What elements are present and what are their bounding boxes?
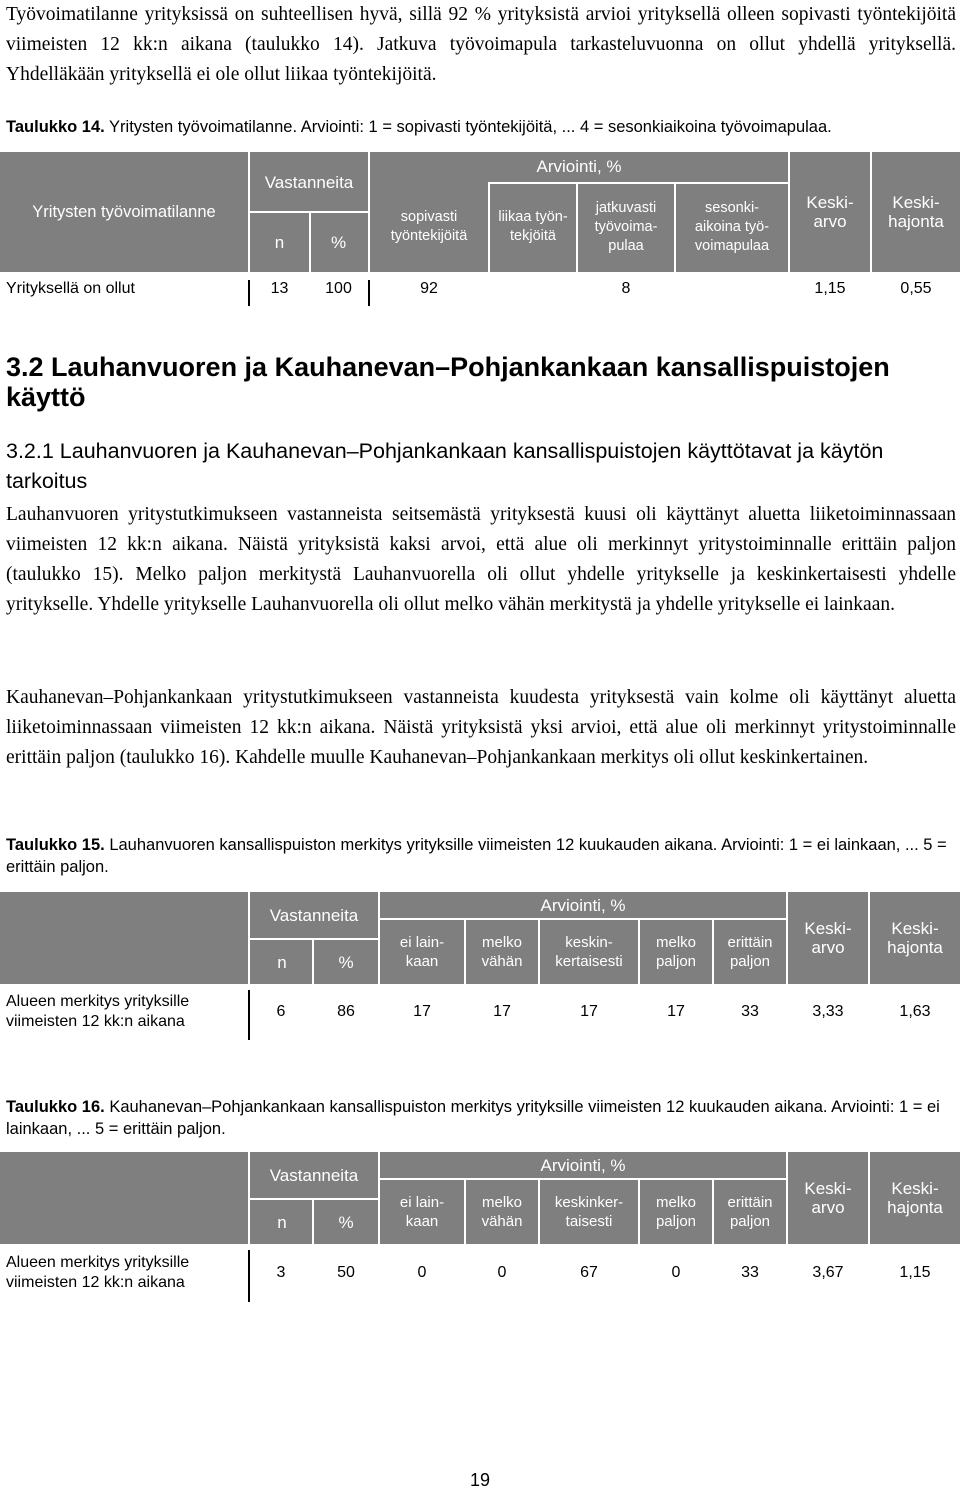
table14-row-jatkuvasti: 8 — [621, 280, 631, 297]
table14-caption — [6, 116, 956, 138]
table14-col-sopivasti: sopivasti työntekijöitä — [390, 209, 468, 244]
table16-header — [0, 1152, 960, 1244]
table14-caption-label: Taulukko 14. — [6, 118, 105, 136]
table14-n-header: n — [274, 232, 285, 252]
table15-n-header: n — [277, 952, 287, 972]
table15-row-ei-lainkaan: 17 — [413, 1003, 431, 1020]
table16-row-ei-lainkaan: 0 — [417, 1264, 427, 1281]
table15-row-melko-paljon: 17 — [667, 1003, 685, 1020]
table15-row-label: Alueen merkitys yrityksille viimeisten 12 kk:n aikana — [6, 993, 190, 1030]
table14-row-mean: 1,15 — [814, 280, 846, 297]
table-row — [0, 272, 960, 306]
table15-caption-text: Lauhanvuoren kansallispuiston merkitys yrityksille viimeisten 12 kuukauden aikana. Arviointi: 1 = ei lainkaan, ... 5 = erittäin paljon. — [6, 836, 947, 876]
paragraph-lauhanvuori: Lauhanvuoren yritystutkimukseen vastanneista seitsemästä yrityksestä kuusi oli käyttänyt aluetta liiketoiminnassaan viimeisten 12 kk:n aikana. Näistä yrityksistä kaksi arvoi, että alue oli merkinnyt yritystoiminnalle erittäin paljon (taulukko 15). Melko paljon merkitystä Lauhanvuorella oli ollut yhdelle yritykselle ja keskinkertaisesti yhdelle yritykselle. Yhdelle yritykselle Lauhanvuorella oli ollut melko vähän merkitystä ja yhdelle yritykselle ei lainkaan. — [6, 504, 956, 615]
table15-col-erittain-paljon: erittäin paljon — [727, 934, 773, 970]
table15-pct-header: % — [338, 952, 354, 972]
table15-row-keskinkertaisesti: 17 — [580, 1003, 598, 1020]
table16-caption — [6, 1096, 956, 1140]
table16-row-melko-paljon: 0 — [671, 1264, 681, 1281]
table15-row-mean: 3,33 — [812, 1003, 844, 1020]
table16-col-ei-lainkaan: ei lain-kaan — [399, 1194, 445, 1230]
table15-row-melko-vahan: 17 — [493, 1003, 511, 1020]
table14-row-pct: 100 — [325, 280, 352, 297]
table14-caption-text: Yritysten työvoimatilanne. Arviointi: 1 = sopivasti työntekijöitä, ... 4 = sesonkiaikoina työvoimapulaa. — [109, 118, 832, 136]
table15-caption — [6, 834, 956, 878]
table16-col-erittain-paljon: erittäin paljon — [727, 1194, 773, 1230]
table15-row-sd: 1,63 — [899, 1003, 931, 1020]
table16-arviointi: Arviointi, % — [540, 1155, 626, 1175]
table14-row-sd: 0,55 — [900, 280, 932, 297]
table16-row-erittain-paljon: 33 — [741, 1264, 759, 1281]
table16-row-n: 3 — [276, 1264, 286, 1281]
table14-vastanneita: Vastanneita — [264, 172, 354, 192]
table16-col-keskinkertaisesti: keskinker-taisesti — [554, 1194, 624, 1230]
table14-row-n: 13 — [270, 280, 289, 297]
table15-arviointi: Arviointi, % — [540, 895, 626, 915]
table-16 — [0, 1152, 960, 1302]
table15-keskihajonta: Keski-hajonta — [887, 919, 943, 957]
table15-col-melko-paljon: melko paljon — [655, 934, 697, 970]
table-row — [0, 1244, 960, 1302]
table15-col-ei-lainkaan: ei lain-kaan — [399, 934, 445, 970]
table14-row-header: Yritysten työvoimatilanne — [32, 202, 216, 221]
table14-keskiarvo: Keski-arvo — [806, 193, 854, 231]
table15-keskiarvo: Keski-arvo — [804, 919, 852, 957]
table15-header — [0, 892, 960, 984]
table16-row-label: Alueen merkitys yrityksille viimeisten 12 kk:n aikana — [6, 1254, 190, 1291]
table14-col-sesonki: sesonki-aikoina työ-voimapulaa — [694, 199, 770, 254]
table16-vastanneita: Vastanneita — [269, 1165, 359, 1185]
section-heading-3-2: 3.2 Lauhanvuoren ja Kauhanevan–Pohjankankaan kansallispuistojen käyttö — [6, 352, 890, 412]
table16-col-melko-vahan: melko vähän — [481, 1194, 523, 1230]
table16-keskihajonta: Keski-hajonta — [887, 1179, 943, 1217]
table16-row-melko-vahan: 0 — [497, 1264, 507, 1281]
table15-caption-label: Taulukko 15. — [6, 836, 105, 854]
table14-row-label: Yrityksellä on ollut — [6, 280, 135, 297]
table16-row-keskinkertaisesti: 67 — [580, 1264, 598, 1281]
table-14 — [0, 152, 960, 306]
page-number: 19 — [469, 1470, 491, 1490]
table16-caption-label: Taulukko 16. — [6, 1098, 105, 1116]
table14-col-liikaa: liikaa työn-tekjöitä — [498, 209, 568, 244]
table16-col-melko-paljon: melko paljon — [655, 1194, 697, 1230]
table16-caption-text: Kauhanevan–Pohjankankaan kansallispuiston merkitys yrityksille viimeisten 12 kuukauden aikana. Arviointi: 1 = ei lainkaan, ... 5 = erittäin paljon. — [6, 1098, 940, 1138]
table14-row-liikaa — [490, 272, 576, 306]
table15-col-melko-vahan: melko vähän — [481, 934, 523, 970]
table16-row-pct: 50 — [337, 1264, 355, 1281]
table16-keskiarvo: Keski-arvo — [804, 1179, 852, 1217]
table14-arviointi: Arviointi, % — [536, 156, 622, 176]
section-heading-3-2-1: 3.2.1 Lauhanvuoren ja Kauhanevan–Pohjankankaan kansallispuistojen käyttötavat ja käytön tarkoitus — [6, 439, 884, 493]
table16-n-header: n — [277, 1212, 287, 1232]
paragraph-kauhaneva: Kauhanevan–Pohjankankaan yritystutkimukseen vastanneista kuudesta yrityksestä vain kolme oli käyttänyt aluetta liiketoiminnassaan viimeisten 12 kk:n aikana. Näistä yrityksistä yksi arvioi, että alue oli merkinnyt yritystoiminnalle erittäin paljon (taulukko 16). Kahdelle muulle Kauhanevan–Pohjankankaan merkitys oli ollut keskinkertainen. — [6, 687, 956, 768]
table-15 — [0, 892, 960, 1040]
table15-row-erittain-paljon: 33 — [741, 1003, 759, 1020]
table14-col-jatkuvasti: jatkuvasti työvoima-pulaa — [594, 199, 658, 254]
table14-pct-header: % — [330, 232, 347, 252]
table16-row-sd: 1,15 — [899, 1264, 931, 1281]
table15-vastanneita: Vastanneita — [269, 905, 359, 925]
table15-row-n: 6 — [276, 1003, 286, 1020]
table14-row-sopivasti: 92 — [420, 280, 438, 297]
table15-row-pct: 86 — [337, 1003, 355, 1020]
intro-paragraph: Työvoimatilanne yrityksissä on suhteellisen hyvä, sillä 92 % yrityksistä arvioi yrityksellä olleen sopivasti työntekijöitä viimeisten 12 kk:n aikana (taulukko 14). Jatkuva työvoimapula tarkasteluvuonna on ollut yhdellä yrityksellä. Yhdelläkään yrityksellä ei ole ollut liikaa työntekijöitä. — [6, 4, 956, 85]
table14-row-sesonki — [676, 272, 788, 306]
table16-pct-header: % — [338, 1212, 354, 1232]
table14-keskihajonta: Keski-hajonta — [888, 193, 944, 231]
table16-row-mean: 3,67 — [812, 1264, 844, 1281]
table14-header — [0, 152, 960, 272]
table15-col-keskinkertaisesti: keskin-kertaisesti — [555, 934, 623, 970]
table-row — [0, 984, 960, 1040]
